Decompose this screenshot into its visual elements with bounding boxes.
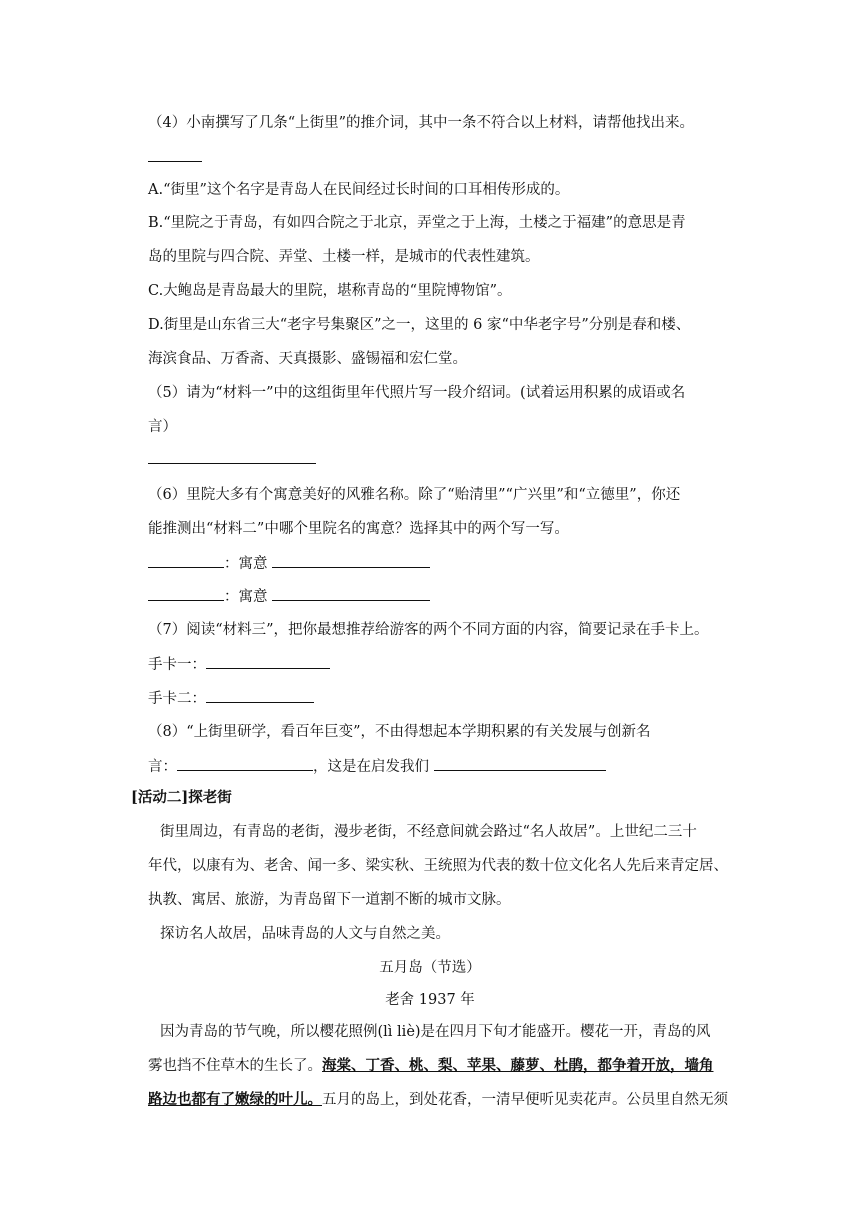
q4-option-c: C.大鲍岛是青岛最大的里院，堪称青岛的“里院博物馆”。: [148, 283, 512, 299]
q8-hint-label: ，这是在启发我们: [313, 759, 429, 775]
q4-answer-blank[interactable]: [148, 147, 202, 168]
activity2-heading: [活动二]探老街: [131, 789, 232, 806]
q7-card-1-label: 手卡一：: [148, 657, 206, 673]
q7-card-2-label: 手卡二：: [148, 691, 206, 707]
q6-meaning-blank-1[interactable]: [272, 553, 430, 568]
article-author: 老舍 1937 年: [385, 992, 475, 1008]
q6-meaning-blank-2[interactable]: [272, 586, 430, 601]
q6-answer-row-2: [148, 586, 430, 607]
q5-stem-line2: 言）: [148, 419, 177, 435]
q4-option-a: A.“街里”这个名字是青岛人在民间经过长时间的口耳相传形成的。: [148, 182, 570, 198]
q6-name-blank-1[interactable]: [148, 553, 224, 568]
q4-option-b-line2: 岛的里院与四合院、弄堂、土楼一样，是城市的代表性建筑。: [148, 249, 540, 265]
article-p1-line3-text: 五月的岛上，到处花香，一清早便听见卖花声。公员里自然无须: [322, 1092, 728, 1108]
activity2-para1-line2: 年代，以康有为、老舍、闻一多、梁实秋、王统照为代表的数十位文化名人先后来青定居、: [148, 858, 728, 874]
q7-stem: （7）阅读“材料三”，把你最想推荐给游客的两个不同方面的内容，简要记录在手卡上。: [148, 622, 709, 638]
q5-answer-blank[interactable]: [148, 449, 316, 470]
q4-stem: （4）小南撰写了几条“上街里”的推介词，其中一条不符合以上材料，请帮他找出来。: [148, 115, 695, 131]
q7-card-2-blank[interactable]: [206, 688, 314, 703]
article-p1-line3: [148, 1090, 728, 1110]
q7-card-1: [148, 654, 330, 675]
article-highlight-sentence-part1: 海棠、丁香、桃、梨、苹果、藤萝、杜鹃，都争着开放，墙角: [322, 1057, 714, 1074]
q6-stem-line1: （6）里院大多有个寓意美好的风雅名称。除了“贻清里”“广兴里”和“立德里”，你还: [148, 487, 681, 503]
q6-answer-row-1: [148, 553, 430, 574]
q8-quote-blank[interactable]: [177, 756, 313, 771]
q4-option-d-line1: D.街里是山东省三大“老字号集聚区”之一，这里的 6 家“中华老字号”分别是春和楼、: [148, 317, 691, 333]
q7-card-1-blank[interactable]: [206, 654, 330, 669]
q6-meaning-label: ：寓意: [224, 589, 268, 605]
activity2-para1-line1: 街里周边，有青岛的老街，漫步老街，不经意间就会路过“名人故居”。上世纪二三十: [160, 824, 697, 840]
q8-stem-line2: [148, 756, 606, 777]
q8-hint-blank[interactable]: [434, 756, 606, 771]
article-highlight-sentence-part2: 路边也都有了嫩绿的叶儿。: [148, 1091, 322, 1108]
q6-name-blank-2[interactable]: [148, 586, 224, 601]
activity2-para1-line3: 执教、寓居、旅游，为青岛留下一道割不断的城市文脉。: [148, 892, 511, 908]
article-title: 五月岛（节选）: [379, 960, 481, 976]
q8-stem-line1: （8）“上街里研学，看百年巨变”，不由得想起本学期积累的有关发展与创新名: [148, 724, 651, 740]
activity2-para2: 探访名人故居，品味青岛的人文与自然之美。: [160, 926, 450, 942]
article-p1-line2-text: 雾也挡不住草木的生长了。: [148, 1058, 322, 1074]
article-p1-line2: [148, 1056, 714, 1076]
q7-card-2: [148, 688, 314, 709]
q8-quote-label: 言：: [148, 759, 177, 775]
article-p1-line1: 因为青岛的节气晚，所以樱花照例(lì liè)是在四月下旬才能盛开。樱花一开，青岛的风: [160, 1024, 711, 1040]
q5-stem-line1: （5）请为“材料一”中的这组街里年代照片写一段介绍词。(试着运用积累的成语或名: [148, 385, 686, 401]
q4-option-b-line1: B.“里院之于青岛，有如四合院之于北京，弄堂之于上海，土楼之于福建”的意思是青: [148, 215, 686, 231]
q6-stem-line2: 能推测出“材料二”中哪个里院名的寓意？选择其中的两个写一写。: [148, 521, 569, 537]
q4-option-d-line2: 海滨食品、万香斋、天真摄影、盛锡福和宏仁堂。: [148, 351, 467, 367]
q6-meaning-label: ：寓意: [224, 556, 268, 572]
